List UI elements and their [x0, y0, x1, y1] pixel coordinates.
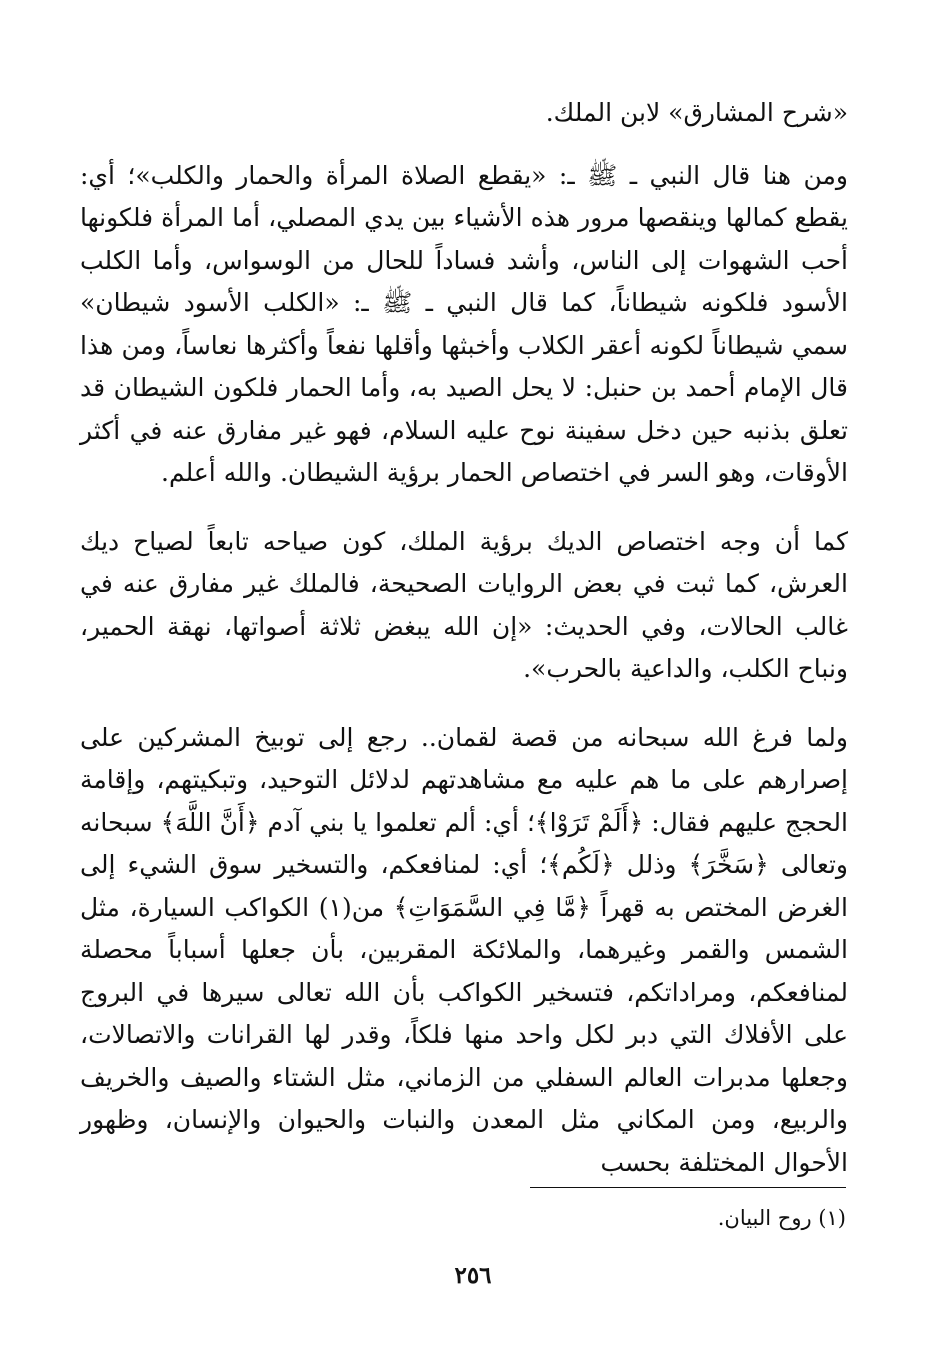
- paragraph-3: كما أن وجه اختصاص الديك برؤية الملك، كون صياحه تابعاً لصياح ديك العرش، كما ثبت في بعض الروايات الصحيحة، فالملك غير مفارق عنه في غالب الحالات، وفي الحديث: «إن الله يبغض ثلاثة أصواتها، نهقة الحمير، ونباح الكلب، والداعية بالحرب».: [80, 526, 848, 683]
- footnote-divider: [530, 1187, 846, 1188]
- footnote: (١) روح البيان.: [717, 1206, 846, 1230]
- paragraph-2: ومن هنا قال النبي ـ ﷺ ـ: «يقطع الصلاة المرأة والحمار والكلب»؛ أي: يقطع كمالها وينقصها مرور هذه الأشياء بين يدي المصلي، أما المرأة فلكونها أحب الشهوات إلى الناس، وأشد فساداً للحال من الوسواس، وأما الكلب الأسود فلكونه شيطاناً، كما قال النبي ـ ﷺ ـ: «الكلب الأسود شيطان» سمي شيطاناً لكونه أعقر الكلاب وأخبثها وأقلها نفعاً وأكثرها نعاساً، ومن هذا قال الإمام أحمد بن حنبل: لا يحل الصيد به، وأما الحمار فلكون الشيطان قد تعلق بذنبه حين دخل سفينة نوح عليه السلام، فهو غير مفارق عنه في أكثر الأوقات، وهو السر في اختصاص الحمار برؤية الشيطان. والله أعلم.: [80, 160, 848, 487]
- body-text: [80, 92, 848, 1184]
- paragraph-4: ولما فرغ الله سبحانه من قصة لقمان.. رجع إلى توبيخ المشركين على إصرارهم على ما هم عليه مع مشاهدتهم لدلائل التوحيد، وتبكيتهم، وإقامة الحجج عليهم فقال: ﴿أَلَمْ تَرَوْا﴾؛ أي: ألم تعلموا يا بني آدم ﴿أَنَّ اللَّهَ﴾ سبحانه وتعالى ﴿سَخَّرَ﴾ وذلل ﴿لَكُم﴾؛ أي: لمنافعكم، والتسخير سوق الشيء إلى الغرض المختص به قهراً ﴿مَّا فِي السَّمَوَاتِ﴾ من(١) الكواكب السيارة، مثل الشمس والقمر وغيرهما، والملائكة المقربين، بأن جعلها أسباباً محصلة لمنافعكم، ومراداتكم، فتسخير الكواكب بأن الله تعالى سيرها في البروج على الأفلاك التي دبر لكل واحد منها فلكاً، وقدر لها القرانات والاتصالات، وجعلها مدبرات العالم السفلي من الزماني، مثل الشتاء والصيف والخريف والربيع، ومن المكاني مثل المعدن والنبات والحيوان والإنسان، وظهور الأحوال المختلفة بحسب: [80, 722, 848, 1177]
- paragraph-1: «شرح المشارق» لابن الملك.: [545, 98, 848, 127]
- page-number: ٢٥٦: [454, 1262, 492, 1289]
